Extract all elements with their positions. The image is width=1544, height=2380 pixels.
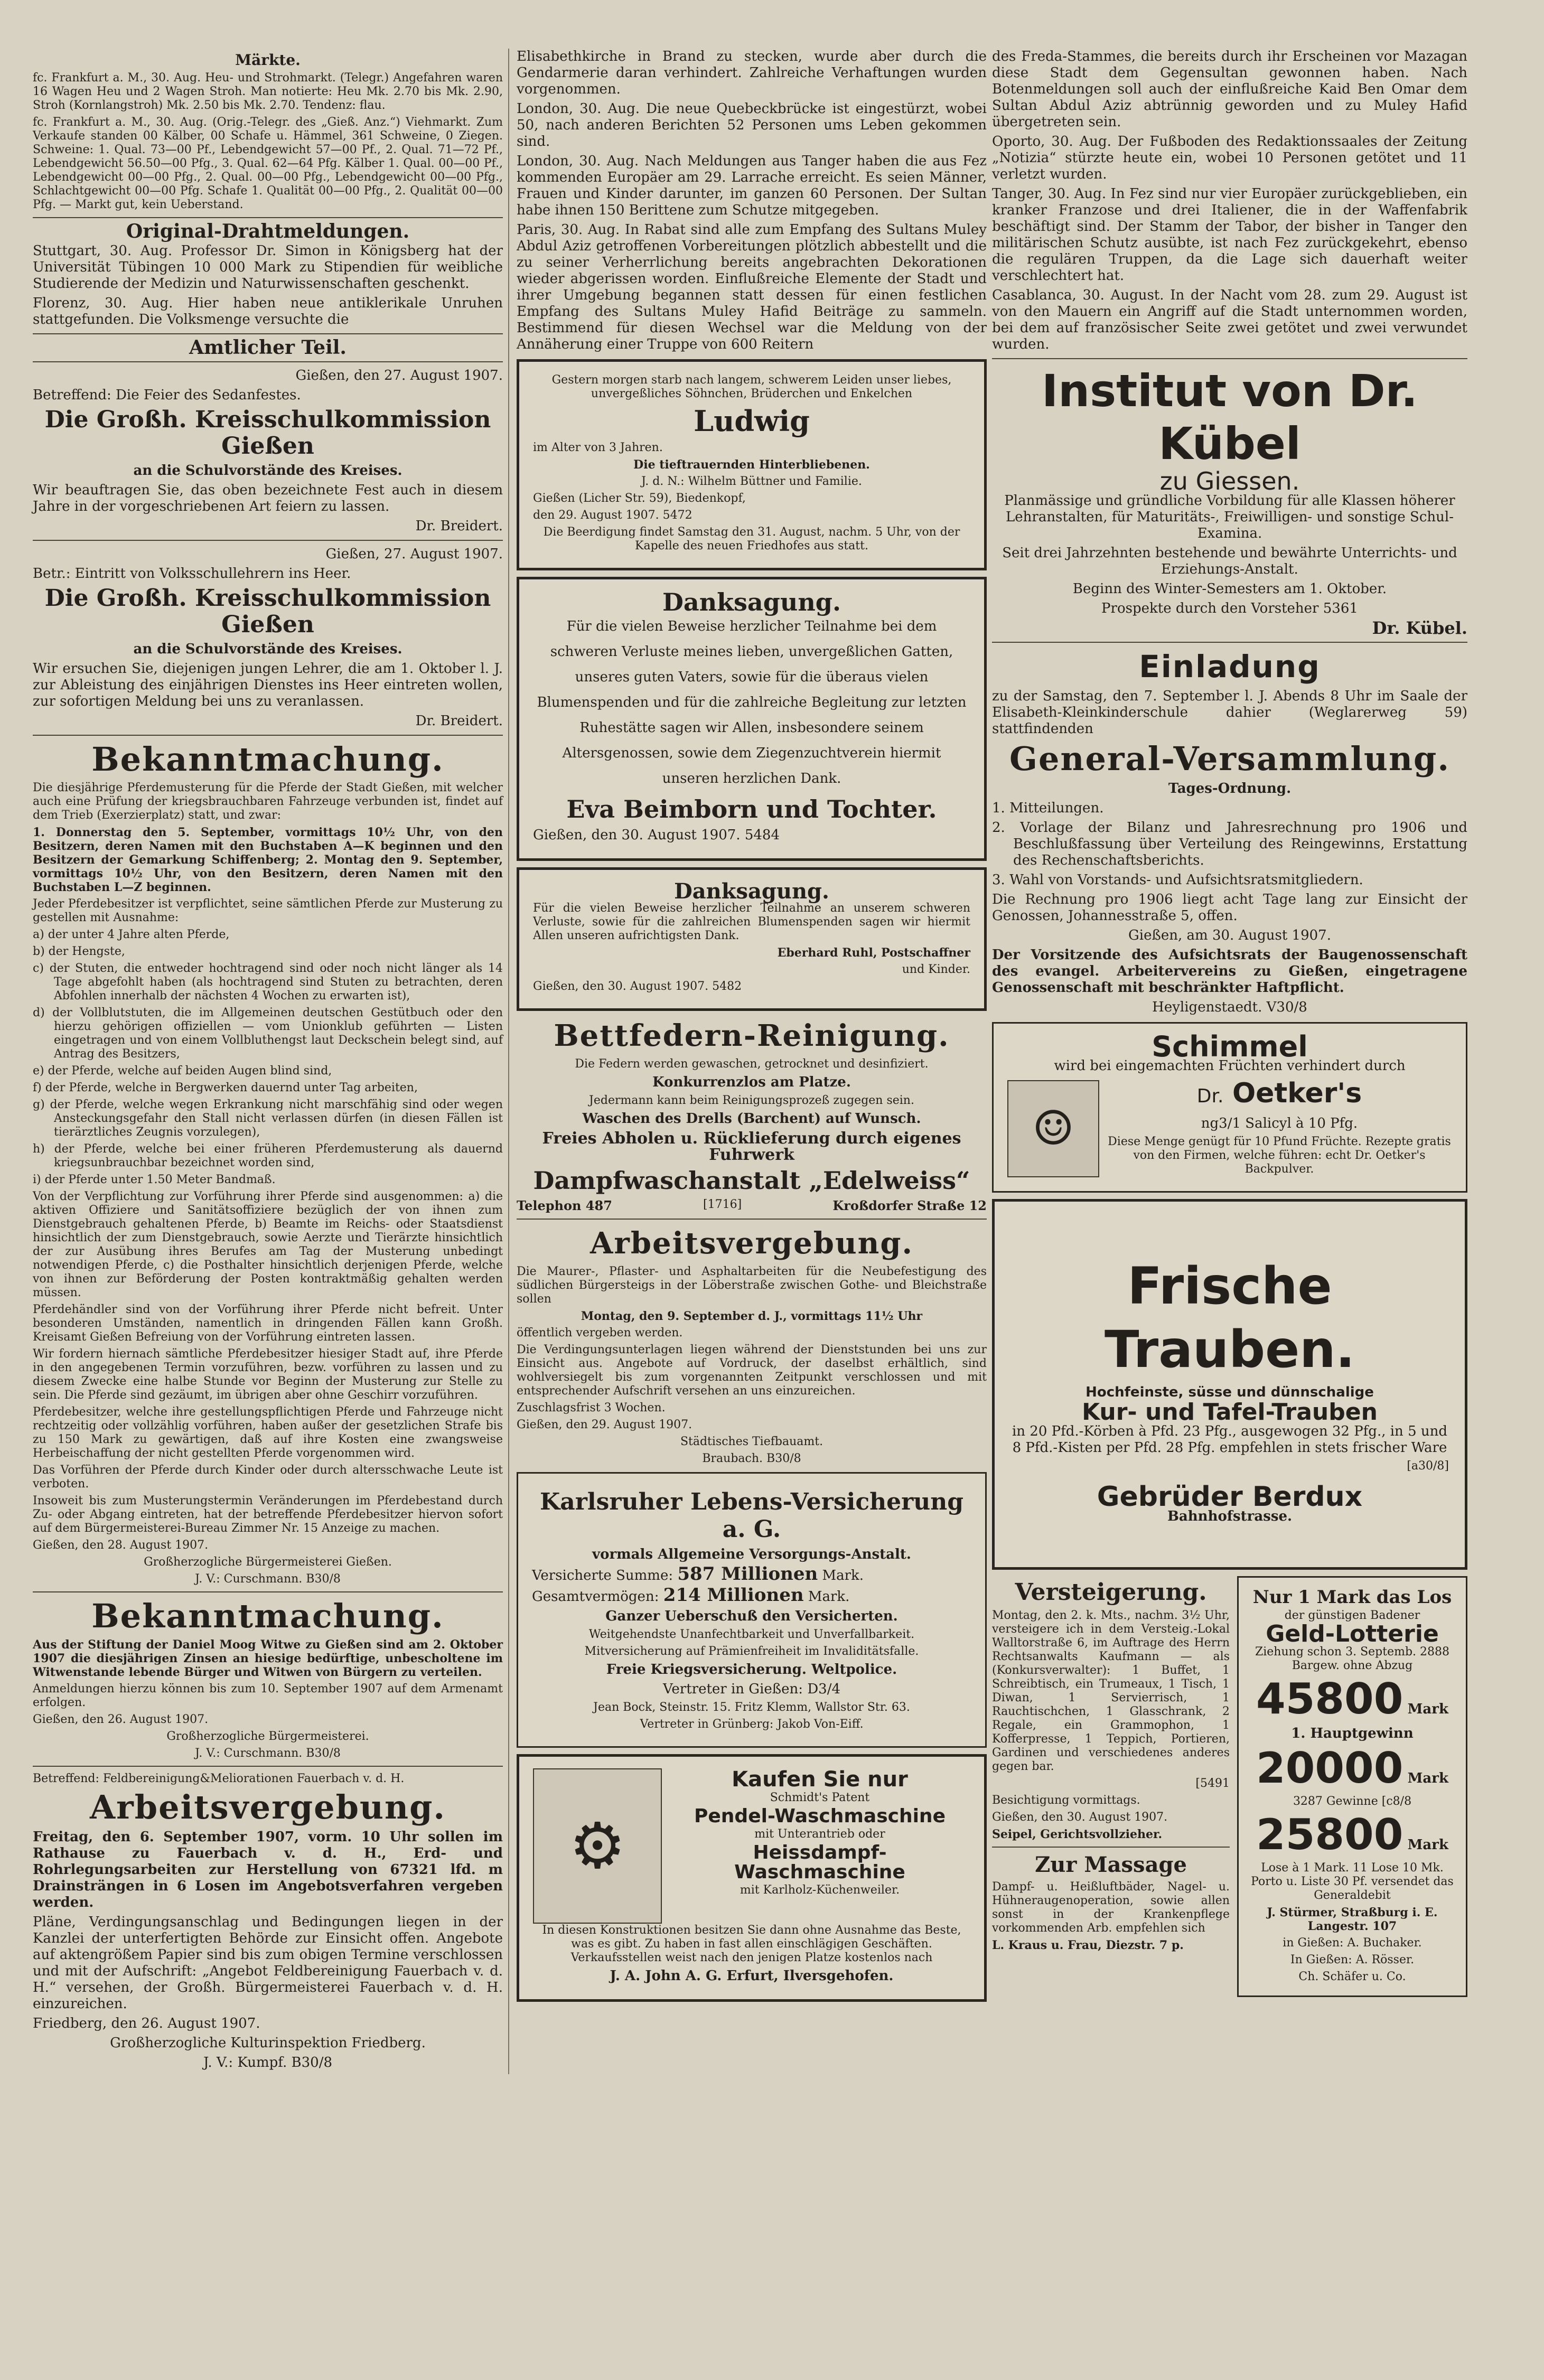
lottery-ad	[1237, 1576, 1467, 1997]
column-3	[992, 49, 1467, 1997]
official2-text: Wir ersuchen Sie, diejenigen jungen Lehrer, die am 1. Oktober l. J. zur Ableistung des einjährigen Dienstes ins Heer eintreten wollen, zur sofortigen Meldung bei uns zu veranlassen.	[33, 661, 503, 709]
ad-line: der günstigen Badener	[1284, 1609, 1420, 1622]
ad-line: Lose à 1 Mark. 11 Lose 10 Mk. Porto u. Liste 30 Pf. versendet das Generaldebit	[1251, 1861, 1454, 1902]
tender1-office: Großherzogliche Kulturinspektion Friedberg.	[110, 2035, 426, 2051]
unit: Mark	[1407, 1837, 1448, 1853]
tender2-body	[517, 1265, 987, 1466]
thanks2-family: und Kinder.	[902, 963, 970, 976]
ad-line: zu der Samstag, den 7. September l. J. Abends 8 Uhr im Saale der Elisabeth-Kleinkinderschule dahier (Weglarerweg 59) stattfindenden	[992, 688, 1467, 737]
value: 214 Millionen	[663, 1585, 804, 1606]
list-item: c) der Stuten, die entweder hochtragend sind oder noch nicht länger als 14 Tage abgefohlt haben (als hochtragend sind Stuten zu betrachten, deren Abfohlen innerhalb der nächsten 4 Wochen zu erwarten ist),	[33, 962, 503, 1002]
list-item: g) der Pferde, welche wegen Erkrankung nicht marschfähig sind oder wegen Ansteckungsgefahr den Stall nicht verlassen dürfen (in diesen Fällen ist tierärztliches Zeugnis vorzulegen),	[33, 1098, 503, 1139]
ad-line: Planmässige und gründliche Vorbildung für alle Klassen höherer Lehranstalten, für Maturitäts-, Freiwilligen- und sonstige Schul-Examina.	[1004, 493, 1455, 541]
thanks2-notice	[517, 867, 987, 1011]
thanks2-title: Danksagung.	[674, 879, 829, 904]
ad-code: B30/8	[766, 1452, 801, 1465]
tender2-para: Zuschlagsfrist 3 Wochen.	[517, 1401, 666, 1414]
institute-title: Institut von Dr. Kübel	[1042, 365, 1418, 470]
institute-ad	[992, 364, 1467, 636]
lottery-firm: J. Stürmer, Straßburg i. E. Langestr. 107	[1267, 1906, 1438, 1933]
ad-code: [1716]	[703, 1198, 742, 1211]
ad-line: Seit drei Jahrzehnten bestehende und bewährte Unterrichts- und Erziehungs-Anstalt.	[1002, 545, 1457, 577]
list-item: i) der Pferde unter 1.50 Meter Bandmaß.	[33, 1173, 276, 1186]
official2-date: Gießen, 27. August 1907.	[325, 546, 503, 562]
insurance-assets	[532, 1587, 971, 1605]
ad-line: Gießen, den 30. August 1907.	[992, 1811, 1168, 1824]
invitation-sign	[992, 999, 1467, 1016]
ad-line: mit Karlholz-Küchenweiler.	[740, 1884, 900, 1897]
grapes-firm: Gebrüder Berdux	[1097, 1481, 1363, 1513]
invitation-ad	[992, 648, 1467, 1016]
wire-florenz: Florenz, 30. Aug. Hier haben neue antiklerikale Unruhen stattgefunden. Die Volksmenge versuchte die	[33, 295, 503, 327]
lottery-prize	[1247, 1676, 1457, 1722]
tender2-ad	[517, 1225, 987, 1466]
ad-line: Konkurrenzlos am Platze.	[652, 1074, 851, 1090]
grapes-title: Frische Trauben.	[1104, 1257, 1355, 1379]
ad-line: Der Vorsitzende des Aufsichtsrats der Baugenossenschaft des evangel. Arbeitervereins zu Gießen, eingetragene Genossenschaft mit beschränkter Haftpflicht.	[992, 947, 1467, 996]
divider	[517, 1219, 987, 1220]
ad-line: Dampf- u. Heißluftbäder, Nagel- u. Hühneraugenoperation, sowie allen sonst in der Krankenpflege vorkommenden Arb. empfehlen sich	[992, 1880, 1230, 1935]
signature: J. V.: Curschmann.	[195, 1572, 303, 1586]
ad-code: 5484	[744, 827, 780, 843]
label: Salicyl à 10 Pfg.	[1245, 1116, 1358, 1131]
ad-line: Jean Bock, Steinstr. 15. Fritz Klemm, Wallstor Str. 63.	[593, 1701, 910, 1714]
notice2-para: Anmeldungen hierzu können bis zum 10. September 1907 auf dem Armenamt erfolgen.	[33, 1682, 503, 1709]
official2-sign: Dr. Breidert.	[415, 713, 503, 729]
list-item: d) der Vollblutstuten, die im Allgemeinen deutschen Gestütbuch oder den hierzu gehörigen offiziellen — vom Unionklub geführten — Listen eingetragen und von einem Vollbluthengst laut Deckschein belegt sind, auf Antrag des Besitzers,	[33, 1006, 503, 1061]
unit: Mark.	[808, 1589, 850, 1605]
tender1-subject: Betreffend: Feldbereinigung&Meliorationen Fauerbach v. d. H.	[33, 1772, 405, 1785]
ad-line: In Gießen: A. Rösser.	[1290, 1953, 1415, 1966]
date: Gießen, den 30. August 1907.	[533, 827, 741, 843]
exemption-list	[33, 928, 503, 1187]
ad-code: D3/4	[807, 1681, 841, 1697]
tender2-para: Die Maurer-, Pflaster- und Asphaltarbeiten für die Neubefestigung des südlichen Bürgersteigs in der Löberstraße zwischen Gothe- und Bleichstraße sollen	[517, 1265, 987, 1306]
tender2-date: Gießen, den 29. August 1907.	[517, 1418, 693, 1431]
official2-subject: Betr.: Eintritt von Volksschullehrern ins Heer.	[33, 566, 351, 582]
grapes-kind: Kur- und Tafel-Trauben	[1082, 1399, 1378, 1426]
list-item: 2. Vorlage der Bilanz und Jahresrechnung pro 1906 und Beschlußfassung über Verteilung des Reingewinns, Erstattung des Rechenschaftsberichts.	[992, 820, 1467, 868]
death-place: Gießen (Licher Str. 59), Biedenkopf,	[533, 492, 746, 505]
notice2-date: Gießen, den 26. August 1907.	[33, 1713, 209, 1726]
list-item: h) der Pferde, welche bei einer früheren Pferdemusterung als dauernd kriegsunbrauchbar bezeichnet worden sind,	[33, 1142, 503, 1169]
divider	[33, 217, 503, 218]
column-2	[517, 49, 987, 2008]
invitation-agenda: Tages-Ordnung.	[1168, 781, 1292, 797]
official-title: Amtlicher Teil.	[189, 336, 347, 359]
ad-line: 1. Hauptgewinn	[1291, 1726, 1414, 1741]
market-livestock-report: fc. Frankfurt a. M., 30. Aug. (Orig.-Telegr. des „Gieß. Anz.“) Viehmarkt. Zum Verkaufe standen 00 Kälber, 00 Schafe u. Hämmel, 361 Schweine, 0 Ziegen. Schweine: 1. Qual. 73—00 Pf., Lebendgewicht 57—00 Pf., 2. Qual. 71—72 Pf., Lebendgewicht 56.50—00 Pfg., 3. Qual. 62—64 Pfg. Kälber 1. Qual. 00—00 Pf., Lebendgewicht 00—00 Pfg., 2. Qual. 00—00 Pfg., Lebendgewicht 00—00 Pfg., Schlachtgewicht 00—00 Pfg. Schafe 1. Qualität 00—00 Pfg., 2. Qualität 00—00 Pfg. — Markt gut, kein Ueberstand.	[33, 116, 503, 211]
ad-code: [5491	[1195, 1777, 1230, 1790]
signature: J. V.: Curschmann.	[195, 1747, 303, 1760]
label: Versicherte Summe:	[532, 1568, 673, 1583]
bottom-ads-row	[992, 1576, 1467, 1997]
ad-code: 5472	[662, 509, 693, 522]
notice1-para: Das Vorführen der Pferde durch Kinder oder durch altersschwache Leute ist verboten.	[33, 1464, 503, 1491]
thanks1-title: Danksagung.	[662, 588, 841, 616]
news-para: Tanger, 30. Aug. In Fez sind nur vier Europäer zurückgeblieben, ein kranker Franzose und drei Italiener, die in der Waffenfabrik beschäftigt sind. Der Stamm der Tabor, der bisher in Tanger den militärischen Schutz ausübte, ist nach Fez zurückgekehrt, ebenso die regulären Truppen, da die Lage sich dauerhaft weiter verschlechtert hat.	[992, 186, 1467, 284]
ad-line: Besichtigung vormittags.	[992, 1794, 1140, 1807]
ad-code: 5482	[712, 980, 742, 993]
official1-subject: Betreffend: Die Feier des Sedanfestes.	[33, 387, 301, 403]
official1-text: Wir beauftragen Sie, das oben bezeichnete Fest auch in diesem Jahre in der vorgeschriebenen Art feiern zu lassen.	[33, 482, 503, 514]
ad-code: V30/8	[1266, 999, 1307, 1015]
news-para: Paris, 30. Aug. In Rabat sind alle zum Empfang des Sultans Muley Abdul Aziz getroffenen Vorbereitungen plötzlich abbestellt und die zu seiner Verherrlichung bereits angebrachten Dekorationen wieder abgerissen worden. Einflußreiche Elemente der Stadt und ihrer Umgebung begannen statt dessen für einen festlichen Empfang des Sultans Muley Hafid Beiträge zu sammeln. Bestimmend für diesen Wechsel war die Meldung von der Annäherung einer Truppe von 600 Reitern	[517, 222, 987, 352]
death-funeral: Die Beerdigung findet Samstag den 31. August, nachm. 5 Uhr, von der Kapelle des neuen Friedhofes aus statt.	[543, 526, 960, 552]
ad-line: Die Rechnung pro 1906 liegt acht Tage lang zur Einsicht der Genossen, Johannesstraße 5, offen.	[992, 892, 1467, 924]
bedfeather-company: Dampfwaschanstalt „Edelweiss“	[533, 1166, 970, 1195]
notice1-sign	[33, 1572, 503, 1586]
ad-line: Heissdampf-	[753, 1842, 887, 1863]
ad-line: Waschmaschine	[734, 1861, 905, 1883]
ad-code: B30/8	[306, 1572, 341, 1586]
official2-recipients: an die Schulvorstände des Kreises.	[133, 641, 403, 657]
grapes-ad	[992, 1199, 1467, 1570]
ad-code: B30/8	[306, 1747, 341, 1760]
signature: Braubach.	[702, 1452, 763, 1465]
notice1-para: Insoweit bis zum Musterungstermin Veränderungen im Pferdebestand durch Zu- oder Abgang eintreten, hat der betreffende Pferdebesitzer hiervon sofort auf dem Bürgermeisterei-Bureau Zimmer Nr. 15 Anzeige zu machen.	[33, 1494, 503, 1535]
amount: 20000	[1256, 1744, 1403, 1793]
lottery-title: Nur 1 Mark das Los	[1252, 1587, 1452, 1608]
ad-line	[1107, 1116, 1452, 1132]
news-para: des Freda-Stammes, die bereits durch ihr Erscheinen vor Mazagan diese Stadt dem Gegensultan gewonnen haben. Nach Botenmeldungen soll auch der einflußreiche Kaid Ben Omar dem Sultan Abdul Aziz abtrünnig geworden und zu Muley Hafid übergetreten sein.	[992, 49, 1467, 130]
death-notice	[517, 359, 987, 570]
thanks2-text: Für die vielen Beweise herzlicher Teilnahme an unserem schweren Verluste, sowie für die zahlreichen Blumenspenden sagen wir hiermit Allen unseren aufrichtigsten Dank.	[533, 902, 970, 942]
divider	[992, 1847, 1230, 1848]
bedfeather-title: Bettfedern-Reinigung.	[554, 1018, 950, 1053]
ad-line: Pendel-Waschmaschine	[694, 1805, 946, 1827]
divider	[33, 540, 503, 541]
death-date	[533, 509, 970, 522]
ad-line: Weitgehendste Unanfechtbarkeit und Unverfallbarkeit.	[588, 1628, 915, 1641]
thanks2-name: Eberhard Ruhl, Postschaffner	[777, 946, 970, 960]
ad-line: Ziehung schon 3. Septemb. 2888 Bargew. ohne Abzug	[1255, 1645, 1450, 1672]
washing-machine-row	[533, 1768, 970, 1924]
lottery-name: Geld-Lotterie	[1266, 1620, 1439, 1647]
institute-sign: Dr. Kübel.	[1372, 618, 1467, 638]
signature: Heyligenstaedt.	[1152, 999, 1262, 1015]
label: Vertreter in Gießen:	[662, 1681, 803, 1697]
tender1-title: Arbeitsvergebung.	[89, 1788, 446, 1826]
phone: Telephon 487	[517, 1198, 612, 1213]
notice1-para: Von der Verpflichtung zur Vorführung ihrer Pferde sind ausgenommen: a) die aktiven Offiziere und Sanitätsoffiziere bezüglich der von ihnen zum Dienstgebrauch gehaltenen Pferde, b) Beamte im Reichs- oder Staatsdienst hinsichtlich der zum Dienstgebrauch, sowie Aerzte und Tierärzte hinsichtlich der zur Ausübung ihres Berufes am Tag der Musterung unbedingt notwendigen Pferde, c) die Posthalter hinsichtlich derjenigen Pferde, welche von ihnen zur Beförderung der Posten kontraktmäßig gehalten werden müssen.	[33, 1190, 503, 1299]
notice1-title: Bekanntmachung.	[91, 740, 444, 779]
news-para: Oporto, 30. Aug. Der Fußboden des Redaktionssaales der Zeitung „Notizia“ stürzte heute ein, wobei 10 Personen getötet und 11 verletzt wurden.	[992, 134, 1467, 182]
washing-machine-icon: ⚙	[533, 1768, 662, 1924]
ad-line: Vertreter in Grünberg: Jakob Von-Eiff.	[640, 1718, 864, 1731]
oetker-brand	[1107, 1077, 1452, 1112]
ad-line: in Gießen: A. Buchaker.	[1283, 1936, 1422, 1950]
agenda-list	[992, 800, 1467, 888]
notice2-sign	[33, 1747, 503, 1760]
address: Kroßdorfer Straße 12	[832, 1198, 987, 1213]
notice2-office: Großherzogliche Bürgermeisterei.	[166, 1730, 369, 1743]
notice2-body	[33, 1638, 503, 1760]
ad-line: Ganzer Ueberschuß den Versicherten.	[605, 1608, 898, 1624]
notice1-office: Großherzogliche Bürgermeisterei Gießen.	[144, 1556, 392, 1569]
label: 3287 Gewinne	[1293, 1795, 1378, 1808]
wash-title: Kaufen Sie nur	[732, 1767, 908, 1792]
official2-authority: Die Großh. Kreisschulkommission Gießen	[44, 585, 491, 638]
signature: J. V.: Kumpf.	[203, 2055, 287, 2070]
thanks1-date	[533, 827, 970, 844]
ad-code: [c8/8	[1381, 1795, 1412, 1808]
unit: Mark	[1407, 1770, 1448, 1786]
oetker-row	[1007, 1077, 1452, 1179]
notice1-dates: 1. Donnerstag den 5. September, vormittags 10½ Uhr, von den Besitzern, deren Namen mit den Buchstaben A—K beginnen und den Besitzern der Gemarkung Schiffenberg; 2. Montag den 9. September, vormittags 10½ Uhr, von den Besitzern, deren Namen mit den Buchstaben L—Z beginnen.	[33, 826, 503, 894]
ad-line: In diesen Konstruktionen besitzen Sie dann ohne Ausnahme das Beste, was es gibt. Zu haben in fast allen einschlägigen Geschäften. Verkaufsstellen weist nach den jenigen Platze kostenlos nach	[542, 1924, 961, 1964]
top-rule	[32, 1, 1511, 5]
unit: Mark	[1407, 1701, 1448, 1717]
auction-and-massage	[992, 1576, 1230, 1997]
list-item: b) der Hengste,	[33, 945, 125, 958]
label: Prospekte durch den Vorsteher	[1101, 601, 1319, 616]
ad-line: Beginn des Winter-Semesters am 1. Oktober.	[1072, 581, 1387, 597]
auction-sign: Seipel, Gerichtsvollzieher.	[992, 1828, 1163, 1841]
market-title: Märkte.	[235, 51, 301, 69]
thanks1-text: Für die vielen Beweise herzlicher Teilnahme bei dem schweren Verluste meines lieben, unvergeßlichen Gatten, unseres guten Vaters, sowie für die überaus vielen Blumenspenden und für die zahlreiche Begleitung zur letzten Ruhestätte sagen wir Allen, insbesondere seinem Altersgenossen, sowie dem Ziegenzuchtverein hiermit unseren herzlichen Dank.	[537, 619, 967, 786]
tender2-office: Städtisches Tiefbauamt.	[680, 1435, 824, 1448]
invitation-date: Gießen, am 30. August 1907.	[1128, 927, 1331, 943]
institute-sub: zu Giessen.	[1159, 467, 1300, 495]
tender1-para: Pläne, Verdingungsanschlag und Bedingungen liegen in der Kanzlei der unterfertigten Behörde zur Einsicht offen. Angebote auf aktengrößem Papier sind bis zum obigen Termine verschlossen und mit der Aufschrift: „Angebot Feldbereinigung Fauerbach v. d. H.“ versehen, der Großh. Bürgermeisterei Fauerbach v. d. H. einzureichen.	[33, 1914, 503, 2012]
ad-line: Freie Kriegsversicherung. Weltpolice.	[606, 1662, 897, 1678]
tender2-para: öffentlich vergeben werden.	[517, 1326, 683, 1339]
unit: Mark.	[822, 1568, 864, 1583]
notice1-para: Pferdehändler sind von der Vorführung ihrer Pferde nicht befreit. Unter besonderen Umständen, namentlich in dringenden Fällen kann Großh. Kreisamt Gießen Befreiung von der Vorführung eintreten lassen.	[33, 1303, 503, 1344]
tender1-para: Freitag, den 6. September 1907, vorm. 10 Uhr sollen im Rathause zu Fauerbach v. d. H., Erd- und Rohrlegungsarbeiten zur Herstellung von 67321 lfd. m Drainsträngen in 6 Losen im Angebotsverfahren vergeben werden.	[33, 1829, 503, 1910]
brand: Oetker's	[1232, 1077, 1362, 1109]
massage-title: Zur Massage	[1035, 1852, 1187, 1877]
invitation-title: Einladung	[1139, 649, 1321, 685]
notice2-title: Bekanntmachung.	[91, 1597, 444, 1635]
insurance-sum	[532, 1563, 971, 1585]
divider	[992, 358, 1467, 359]
date: den 29. August 1907.	[533, 509, 659, 522]
death-age: im Alter von 3 Jahren.	[533, 441, 663, 454]
list-item: 1. Mitteilungen.	[992, 800, 1104, 816]
ad-line: mit Unterantrieb oder	[754, 1828, 885, 1841]
column-1	[33, 49, 509, 2074]
ad-line: Montag, den 2. k. Mts., nachm. 3½ Uhr, versteigere ich in dem Versteig.-Lokal Walltorstraße 6, im Auftrage des Herrn Rechtsanwalts Kaufmann — als (Konkursverwalter): 1 Buffet, 1 Schreibtisch, ein Trumeaux, 1 Tisch, 1 Diwan, 1 Servierrisch, 1 Rauchtischchen, 1 Glasschrank, 2 Regale, ein Grammophon, 1 Kofferpresse, 1 Teppich, Portieren, Gardinen und verschiedenes anderes gegen bar.	[992, 1609, 1230, 1773]
death-family: J. d. N.: Wilhelm Büttner und Familie.	[641, 475, 862, 488]
notice1-date: Gießen, den 28. August 1907.	[33, 1539, 209, 1552]
ad-line: Freies Abholen u. Rücklieferung durch eigenes Fuhrwerk	[542, 1129, 961, 1164]
notice2-para: Aus der Stiftung der Daniel Moog Witwe zu Gießen sind am 2. Oktober 1907 die diesjährigen Zinsen an hiesige bedürftige, unbescholtene im Witwenstande lebende Bürger und Witwen von Bürgern zu verteilen.	[33, 1638, 503, 1679]
divider	[33, 361, 503, 362]
ad-line: Die Federn werden gewaschen, getrocknet und desinfiziert.	[575, 1057, 929, 1071]
notice1-para: Pferdebesitzer, welche ihre gestellungspflichtigen Pferde und Fahrzeuge nicht rechtzeitig oder vollzählig vorführen, haben außer der gesetzlichen Strafe bis zu 150 Mark zu gewärtigen, daß auf ihre Kosten eine zwangsweise Herbeischaffung der nicht gestellten Pferde vorgenommen wird.	[33, 1405, 503, 1460]
grapes-address: Bahnhofstrasse.	[1167, 1508, 1293, 1524]
notice1-para: Die diesjährige Pferdemusterung für die Pferde der Stadt Gießen, mit welcher auch eine Prüfung der kriegsbrauchbaren Fahrzeuge verbunden ist, findet auf dem Trieb (Exerzierplatz) statt, und zwar:	[33, 781, 503, 822]
official1-sign: Dr. Breidert.	[415, 518, 503, 534]
divider	[33, 1766, 503, 1767]
ad-line	[992, 601, 1467, 617]
thanks1-name: Eva Beimborn und Tochter.	[566, 795, 937, 823]
ad-code: B30/8	[291, 2055, 333, 2070]
insurance-subtitle: vormals Allgemeine Versorgungs-Anstalt.	[592, 1547, 911, 1562]
ad-line: Schmidt's Patent	[770, 1791, 870, 1804]
news-para: London, 30. Aug. Nach Meldungen aus Tanger haben die aus Fez kommenden Europäer am 29. Larrache erreicht. Es seien Männer, Frauen und Kinder darunter, im ganzen 60 Personen. Der Sultan habe ihnen 150 Berittene zum Schutze mitgegeben.	[517, 153, 987, 218]
official1-date: Gießen, den 27. August 1907.	[295, 368, 503, 383]
auction-title: Versteigerung.	[1015, 1579, 1207, 1606]
ad-line: Jedermann kann beim Reinigungsprozeß zugegen sein.	[589, 1094, 914, 1107]
notice1-para: Wir fordern hiernach sämtliche Pferdebesitzer hiesiger Stadt auf, ihre Pferde in den angegebenen Termin vorzuführen, bezw. vorführen zu lassen und zu diesem Zwecke eine halbe Stunde vor Beginn der Musterung zur Stelle zu sein. Die Pferde sind gezäumt, im übrigen aber ohne Geschirr vorzuführen.	[33, 1347, 503, 1402]
ad-line	[1247, 1795, 1457, 1809]
portrait-icon: ☺	[1007, 1080, 1099, 1177]
notice1-body	[33, 781, 503, 1586]
invitation-gv: General-Versammlung.	[1009, 739, 1450, 778]
official1-recipients: an die Schulvorstände des Kreises.	[133, 463, 403, 479]
value: 587 Millionen	[677, 1563, 818, 1585]
auction-body	[992, 1609, 1230, 1841]
oetker-title: Schimmel	[1152, 1030, 1308, 1063]
insurance-title: Karlsruher Lebens-Versicherung a. G.	[539, 1488, 964, 1543]
washing-machine-ad	[517, 1754, 987, 2002]
death-text: Gestern morgen starb nach langem, schwerem Leiden unser liebes, unvergeßliches Söhnchen, Brüderchen und Enkelchen	[551, 373, 952, 400]
list-item: 3. Wahl von Vorstands- und Aufsichtsratsmitgliedern.	[992, 872, 1363, 888]
ad-code: [a30/8]	[1407, 1459, 1449, 1473]
bedfeather-ad	[517, 1017, 987, 1213]
ad-line: Hochfeinste, süsse und dünnschalige	[1086, 1384, 1374, 1400]
list-item: f) der Pferde, welche in Bergwerken dauernd unter Tag arbeiten,	[33, 1081, 418, 1094]
ad-code: 5361	[1323, 601, 1358, 616]
official1-authority: Die Großh. Kreisschulkommission Gießen	[44, 406, 491, 460]
ad-line: Diese Menge genügt für 10 Pfund Früchte. Rezepte gratis von den Firmen, welche führen: echt Dr. Oetker's Backpulver.	[1108, 1135, 1451, 1176]
bedfeather-footer	[517, 1198, 987, 1213]
wash-firm: J. A. John A. G. Erfurt, Ilversgehofen.	[610, 1968, 894, 1984]
thanks2-date	[533, 980, 970, 994]
divider	[33, 1591, 503, 1592]
ad-code: ng3/1	[1201, 1116, 1241, 1131]
list-item: a) der unter 4 Jahre alten Pferde,	[33, 928, 230, 941]
tender2-para: Die Verdingungsunterlagen liegen während der Dienststunden bei uns zur Einsicht aus. Angebote auf Vordruck, der daselbst erhältlich, sind wohlversiegelt bis zum vorgenannten Zeitpunkt verschlossen und mit entsprechender Aufschrift versehen an uns einzureichen.	[517, 1343, 987, 1398]
ad-line: Mitversicherung auf Prämienfreiheit im Invaliditätsfalle.	[584, 1645, 919, 1658]
thanks1-notice	[517, 577, 987, 861]
notice1-para: Jeder Pferdebesitzer ist verpflichtet, seine sämtlichen Pferde zur Musterung zu gestellen mit Ausnahme:	[33, 897, 503, 924]
washing-machine-text	[669, 1768, 970, 1924]
tender2-title: Arbeitsvergebung.	[589, 1226, 914, 1261]
divider	[33, 735, 503, 736]
tender2-sign	[517, 1452, 987, 1466]
oetker-brand-block	[1107, 1077, 1452, 1179]
amount: 45800	[1256, 1674, 1403, 1723]
date: Gießen, den 30. August 1907.	[533, 980, 709, 993]
divider	[992, 642, 1467, 643]
ad-line: in 20 Pfd.-Körben à Pfd. 23 Pfg., ausgewogen 32 Pfg., in 5 und 8 Pfd.-Kisten per Pfd. 28 Pfg. empfehlen in stets frischer Ware	[1012, 1423, 1448, 1456]
label: Dr.	[1196, 1085, 1224, 1107]
lottery-prize	[1247, 1812, 1457, 1858]
death-name: Ludwig	[694, 404, 810, 438]
ad-line	[532, 1681, 971, 1698]
market-hay-report: fc. Frankfurt a. M., 30. Aug. Heu- und Strohmarkt. (Telegr.) Angefahren waren 16 Wagen Heu und 2 Wagen Stroh. Man notierte: Heu Mk. 2.70 bis Mk. 2.90, Stroh (Kornlangstroh) Mk. 2.50 bis Mk. 2.70. Tendenz: flau.	[33, 71, 503, 112]
ad-line: wird bei eingemachten Früchten verhindert durch	[1054, 1058, 1406, 1074]
tender1-sign	[33, 2055, 503, 2071]
massage-name: L. Kraus u. Frau, Diezstr. 7 p.	[992, 1938, 1184, 1952]
insurance-ad	[517, 1472, 987, 1748]
news-para: London, 30. Aug. Die neue Quebeckbrücke ist eingestürzt, wobei 50, nach anderen Berichten 52 Personen ums Leben gekommen sind.	[517, 101, 987, 149]
news-para: Elisabethkirche in Brand zu stecken, wurde aber durch die Gendarmerie daran verhindert. Zahlreiche Verhaftungen wurden vorgenommen.	[517, 49, 987, 97]
ad-line: Ch. Schäfer u. Co.	[1298, 1970, 1406, 1983]
tender1-date: Friedberg, den 26. August 1907.	[33, 2016, 260, 2031]
wire-title: Original-Drahtmeldungen.	[126, 220, 410, 242]
death-mourners: Die tieftrauernden Hinterbliebenen.	[633, 458, 870, 472]
tender2-date-line: Montag, den 9. September d. J., vormittags 11½ Uhr	[581, 1309, 923, 1323]
wire-stuttgart: Stuttgart, 30. Aug. Professor Dr. Simon in Königsberg hat der Universität Tübingen 10 000 Mark zu Stipendien für weibliche Studierende der Medizin und Naturwissenschaften geschenkt.	[33, 243, 503, 292]
ad-line: Waschen des Drells (Barchent) auf Wunsch.	[582, 1111, 921, 1127]
lottery-prize	[1247, 1745, 1457, 1792]
label: Gesamtvermögen:	[532, 1589, 659, 1605]
oetker-ad	[992, 1022, 1467, 1193]
amount: 25800	[1256, 1810, 1403, 1859]
divider	[33, 333, 503, 334]
news-para: Casablanca, 30. August. In der Nacht vom 28. zum 29. August ist von den Mauern ein Angriff auf die Stadt unternommen worden, bei dem auf französischer Seite zwei getötet und zwei verwundet wurden.	[992, 287, 1467, 352]
list-item: e) der Pferde, welche auf beiden Augen blind sind,	[33, 1064, 332, 1077]
